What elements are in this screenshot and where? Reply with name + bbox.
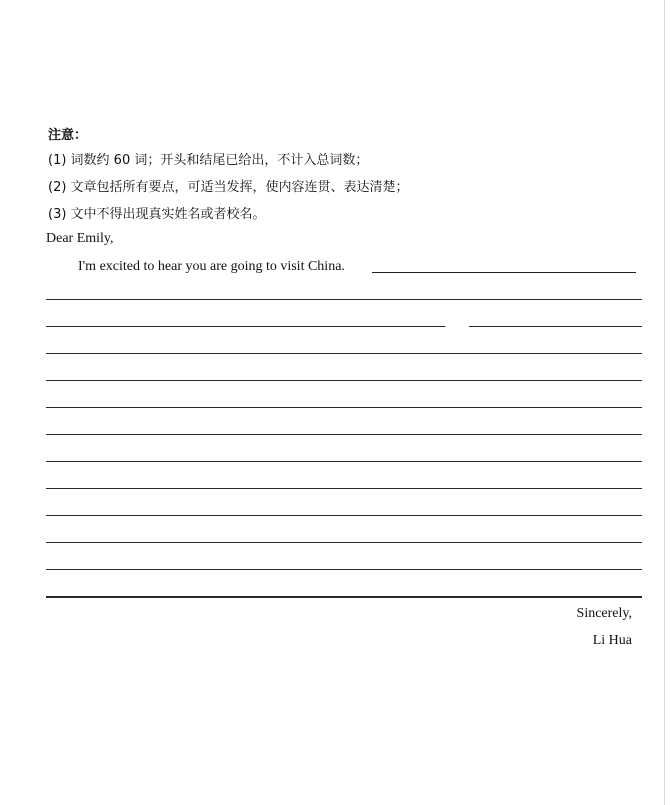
answer-line	[46, 299, 642, 300]
notes-title: 注意：	[48, 128, 88, 143]
answer-line	[46, 596, 642, 598]
page-edge-divider	[664, 0, 665, 805]
letter-greeting: Dear Emily,	[46, 231, 114, 246]
answer-line	[46, 353, 642, 354]
answer-line	[46, 461, 642, 462]
answer-line	[46, 569, 642, 570]
letter-closing-block	[540, 606, 632, 660]
instructions-section	[48, 124, 648, 234]
answer-line	[46, 488, 642, 489]
answer-line	[46, 542, 642, 543]
answer-line	[46, 407, 642, 408]
answer-line	[46, 326, 642, 327]
note-item-3: (3) 文中不得出现真实姓名或者校名。	[48, 207, 266, 222]
answer-blank-line	[372, 272, 636, 273]
letter-opening-sentence: I'm excited to hear you are going to visit China.	[78, 259, 345, 274]
answer-line	[46, 434, 642, 435]
answer-writing-area	[46, 299, 642, 624]
letter-closing: Sincerely,	[576, 606, 632, 621]
answer-line	[46, 515, 642, 516]
note-item-2: (2) 文章包括所有要点，可适当发挥，使内容连贯、表达清楚；	[48, 180, 409, 195]
note-item-1: (1) 词数约 60 词；开头和结尾已给出，不计入总词数；	[48, 153, 369, 168]
letter-signature: Li Hua	[592, 633, 632, 648]
answer-line	[46, 380, 642, 381]
